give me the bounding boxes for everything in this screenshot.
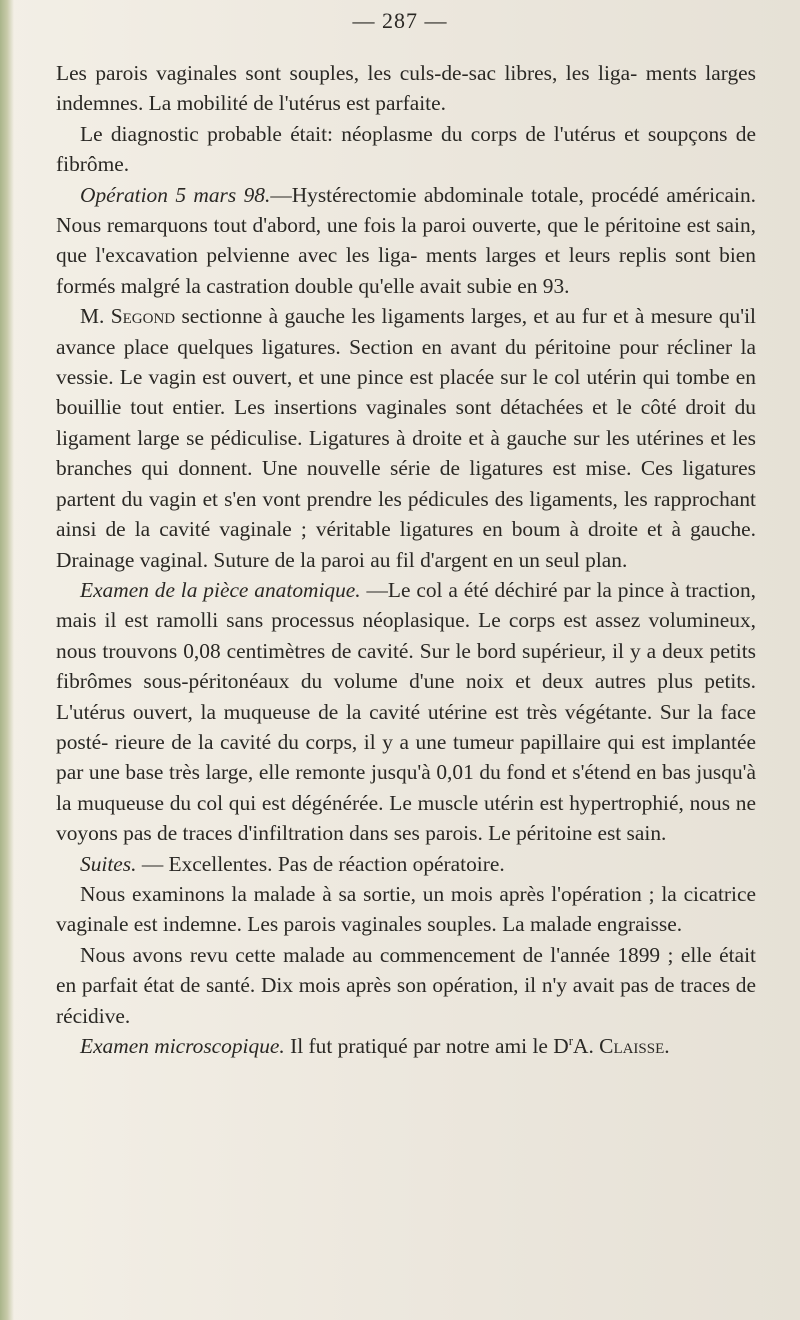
paragraph-revu: Nous avons revu cette malade au commencement de l'année 1899 ; elle était en parfait état de santé. Dix mois après son opération, il n'y avait pas de traces de récidive. xyxy=(56,942,756,1028)
surgeon-name: Segond xyxy=(110,304,176,329)
paragraph-segond: M. Segond sectionne à gauche les ligaments larges, et au fur et à mesure qu'il avance place quelques ligatures. Section en avant du péritoine pour récliner la vessie. Le vagin est ouvert, et une pince est placée sur le col utérin qui tombe en bouillie tout entier. Les insertions vaginales sont détachées et le côté droit du ligament large se pédiculise. Ligatures à droite et à gauche sur les utérines et les branches qui donnent. Une nouvelle série de ligatures est mise. Ces ligatures partent du vagin et s'en vont prendre les pédicules des ligaments, les rapprochant ainsi de la cavité vaginale ; véritable ligatures en boum à droite et à gauche. Drainage vaginal. Suture de la paroi au fil d'argent en un seul plan. xyxy=(56,304,756,572)
page-number: — 287 — xyxy=(352,8,448,33)
paragraph-operation: Opération 5 mars 98.—Hystérectomie abdominale totale, procédé américain. Nous remarquons tout d'abord, une fois la paroi ouverte, que le péritoine est sain, que l'excavation pelvienne avec les liga- ments larges et leurs replis sont bien formés malgré la castration double qu'elle avait subie en 93. xyxy=(56,182,756,298)
paragraph-microscopique: Examen microscopique. Il fut pratiqué par notre ami le $D^rA$. Claisse. xyxy=(80,1032,670,1058)
body-text xyxy=(56,58,756,1061)
paragraph-2: Le diagnostic probable était: néoplasme du corps de l'utérus et soupçons de fibrôme. xyxy=(56,121,756,177)
paragraph-lead: Suites. xyxy=(80,851,137,876)
paragraph-suites: Suites. — Excellentes. Pas de réaction opératoire. xyxy=(80,851,505,876)
paragraph-1: Les parois vaginales sont souples, les culs-de-sac libres, les liga- ments larges indemnes. La mobilité de l'utérus est parfaite. xyxy=(56,61,756,116)
paragraph-lead: Opération 5 mars 98. xyxy=(80,182,271,207)
page-edge-shadow xyxy=(0,0,14,1320)
name-prefix: M. xyxy=(80,304,105,329)
paragraph-examen-piece: Examen de la pièce anatomique. —Le col a été déchiré par la pince à traction, mais il est ramolli sans processus néoplasique. Le corps est assez volumineux, nous trouvons 0,08 centimètres de cavité. Sur le bord supérieur, il y a deux petits fibrômes sous-péritonéaux du volume d'une noix et deux autres plus petits. L'utérus ouvert, la muqueuse de la cavité utérine est très végétante. Sur la face posté- rieure de la cavité du corps, il y a une tumeur papillaire qui est implantée par une base très large, elle remonte jusqu'à 0,01 du fond et s'étend en bas jusqu'à la muqueuse du col qui est dégénérée. Le muscle utérin est hypertrophié, nous ne voyons pas de traces d'infiltration dans ses parois. Le péritoine est sain. xyxy=(56,577,756,846)
paragraph-lead: Examen de la pièce anatomique. xyxy=(80,577,361,602)
doctor-name: A. Claisse. xyxy=(573,1034,670,1058)
paragraph-sortie: Nous examinons la malade à sa sortie, un mois après l'opération ; la cicatrice vaginale est indemne. Les parois vaginales souples. La malade engraisse. xyxy=(56,881,756,937)
paragraph-lead: Examen microscopique. xyxy=(80,1034,285,1058)
